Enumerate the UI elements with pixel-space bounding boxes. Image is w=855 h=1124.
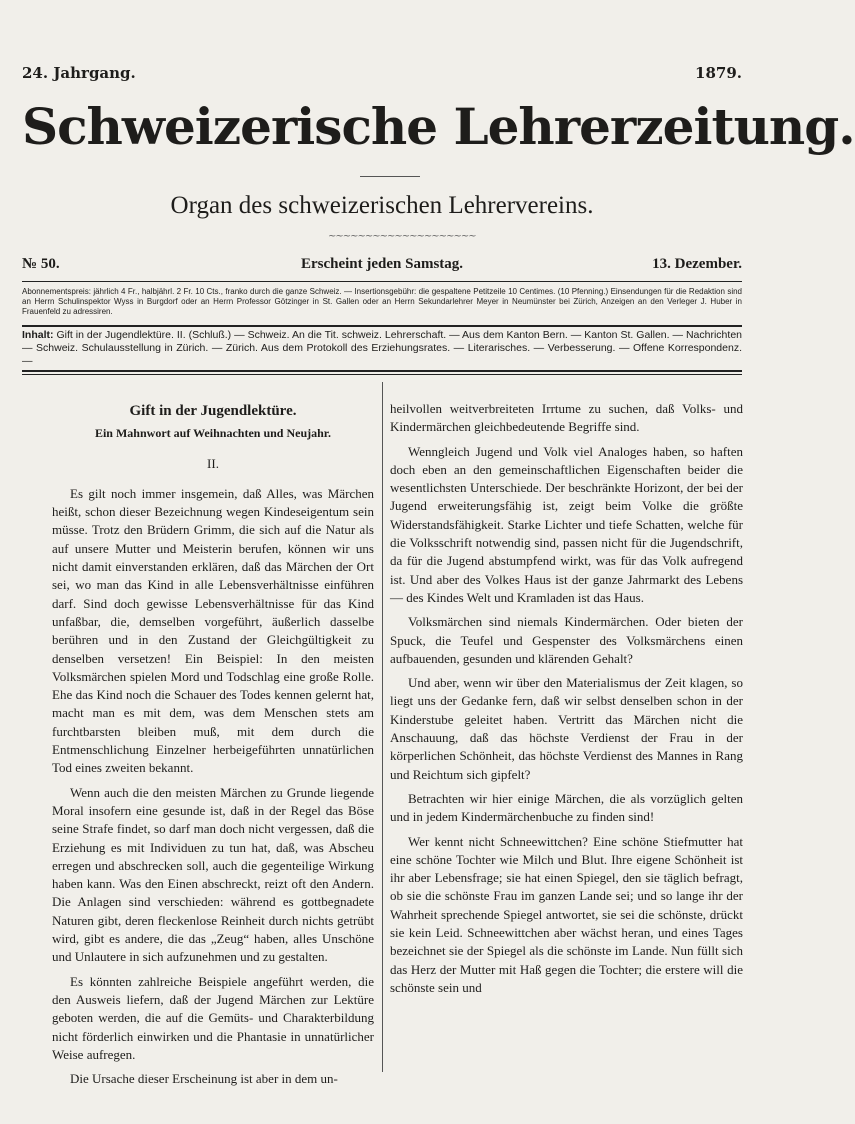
- publication-schedule: Erscheint jeden Samstag.: [300, 256, 464, 272]
- contents-text: Gift in der Jugendlektüre. II. (Schluß.) — Schweiz. An die Tit. schweiz. Lehrerschaft. — Aus dem Kanton Bern. — Kanton St. Gallen. — Nachrichten — Schweiz. Schulausstellung in Zürich. — Zürich. Aus dem Protokoll des Erziehungsrates. — Literarisches. — Verbesserung. — Offene Korrespondenz. —: [22, 329, 742, 367]
- year-label: 1879.: [695, 64, 742, 82]
- masthead-title: Schweizerische Lehrerzeitung.: [22, 97, 855, 156]
- rule-line: [22, 374, 742, 375]
- paragraph: Und aber, wenn wir über den Materialismus der Zeit klagen, so liegt uns der Gedanke fern, daß wir selbst denselben schon in der Kinderstube geleitet haben. Vertritt das Märchen nicht die Anschauung, daß das höchste Verdienst der Frau in der körperlichen Schönheit, das höchste Verdienst des Mannes in Rang und Reichtum sich gipfelt?: [390, 675, 743, 782]
- article-part: II.: [207, 455, 219, 471]
- paragraph: Es gilt noch immer insgemein, daß Alles, was Märchen heißt, schon dieser Bezeichnung wegen Kindeseigentum sein müsse. Trotz den Brüdern Grimm, die sich auf die Natur als auf unsere Mutter und Meisterin berufen, können wir uns nicht damit einverstanden erklären, daß das Märchen der Ort sei, wo man das Kind in alle Lebensverhältnisse einführen darf. Sind doch gewisse Lebensverhältnisse für das Kind unfaßbar, die, demselben vorgeführt, äußerlich dasselbe berühren und in den Zustand der Gleichgültigkeit zu denselben versetzen! Ein Beispiel: In den meisten Volksmärchen spielen Mord und Todschlag eine große Rolle. Ehe das Kind noch die Schauer des Todes kennen gelernt hat, macht man es mit dem, was dem Menschen stets am furchtbarsten bleiben muß, mit dem durch die Entmenschlichung Einzelner herbeigeführten unnatürlichen Tod eines zweiten bekannt.: [52, 485, 374, 776]
- paragraph: Es könnten zahlreiche Beispiele angeführt werden, die den Ausweis liefern, daß der Jugend Märchen zur Lektüre geboten werden, die auf die Gemüts- und Charakterbildung nicht förderlich einwirken und die Phantasie in unnatürlicher Weise aufregen.: [52, 973, 374, 1062]
- rule-line: [22, 325, 742, 327]
- issue-number: № 50.: [22, 256, 60, 272]
- paragraph: Wenngleich Jugend und Volk viel Analoges haben, so haften doch eben an den gemeinschaftlichen Eigenschaften beider die wesentlichsten Unterschiede. Der beschränkte Horizont, der bei der Jugend erweiterungsfähig ist, zeigt beim Volke die größte Widerstandsfähigkeit. Starke Lichter und tiefe Schatten, welche für die Volksschrift notwendig sind, passen nicht für die Jugendschrift, da für die Jugend abstumpfend wirkt, was für das Volk aufregend ist. Und aber des Volkes Haus ist der ganze Jahrmarkt des Lebens — des Kindes Welt und Kramladen ist das Haus.: [390, 443, 743, 605]
- contents-label: Inhalt:: [22, 329, 54, 341]
- article-subtitle: Ein Mahnwort auf Weihnachten und Neujahr.: [94, 426, 332, 441]
- rule-line: [22, 281, 742, 282]
- paragraph: Volksmärchen sind niemals Kindermärchen. Oder bieten der Spuck, die Teufel und Gespenster des Volksmärchens einen aufbauenden, gesunden und klärenden Gehalt?: [390, 614, 743, 666]
- rule-line: [22, 370, 742, 372]
- article-column-right: [390, 400, 743, 1003]
- masthead-subtitle: Organ des schweizerischen Lehrervereins.: [170, 192, 594, 219]
- article-title: Gift in der Jugendlektüre.: [129, 403, 297, 419]
- column-divider: [382, 382, 383, 1072]
- paragraph: heilvollen weitverbreiteten Irrtume zu suchen, daß Volks- und Kindermärchen gleichbedeutende Begriffe sind.: [390, 401, 743, 435]
- title-underline: [360, 176, 420, 177]
- paragraph: Die Ursache dieser Erscheinung ist aber in dem un-: [70, 1071, 338, 1087]
- paragraph: Betrachten wir hier einige Märchen, die als vorzüglich gelten und in jedem Kindermärchenbuche zu finden sind!: [390, 790, 743, 825]
- header-topline: [22, 64, 742, 86]
- issue-date: 13. Dezember.: [652, 256, 742, 272]
- paragraph: Wenn auch die den meisten Märchen zu Grunde liegende Moral insofern eine gesunde ist, daß in der Regel das Böse seine Strafe findet, so darf man doch nicht vergessen, daß die Erziehung es mit Individuen zu tun hat, daß, was Abscheu erregen und abschrecken soll, auch die gegenteilige Wirkung haben kann. Was den Einen abschreckt, reizt oft den Andern. Die Anlagen sind verschieden: während es gottbegnadete Naturen gibt, deren fleckenlose Reinheit durch nichts getrübt wird, gibt es andere, die das „Zeug“ haben, alles Unschöne und Unlautere in sich aufzunehmen und zu gestalten.: [52, 784, 374, 965]
- volume-label: 24. Jahrgang.: [22, 64, 136, 82]
- issue-line: [22, 256, 742, 276]
- ornament-divider: ~~~~~~~~~~~~~~~~~~~~: [328, 231, 476, 242]
- table-of-contents: [22, 329, 742, 368]
- subscription-info: Abonnementspreis: jährlich 4 Fr., halbjährl. 2 Fr. 10 Cts., franko durch die ganze Schweiz. — Insertionsgebühr: die gespaltene Petitzeile 10 Centimes. (10 Pfenning.) Einsendungen für die Redaktion sind an Herrn Schulinspektor Wyss in Burgdorf oder an Herrn Professor Götzinger in St. Gallen oder an Herrn Sekundarlehrer Meyer in Neumünster bei Zürich, Anzeigen an den Verleger J. Huber in Frauenfeld zu adressiren.: [22, 287, 742, 316]
- paragraph: Wer kennt nicht Schneewittchen? Eine schöne Stiefmutter hat eine schöne Tochter wie Milch und Blut. Ihre eigene Schönheit ist ihr aber Lebensfrage; sie hat einen Spiegel, den sie täglich befragt, ob sie die schönste Frau im ganzen Lande sei; und so lange ihr der Wahrheit sprechende Spiegel antwortet, sie sei die schönste, drückt sie kein Leid. Schneewittchen aber wächst heran, und eines Tages bezeichnet sie der Spiegel als die schönste im Lande. Nun füllt sich das Herz der Mutter mit Haß gegen die Tochter; die erstere will die schönste sein und: [390, 833, 743, 995]
- article-column-left: [52, 398, 374, 1094]
